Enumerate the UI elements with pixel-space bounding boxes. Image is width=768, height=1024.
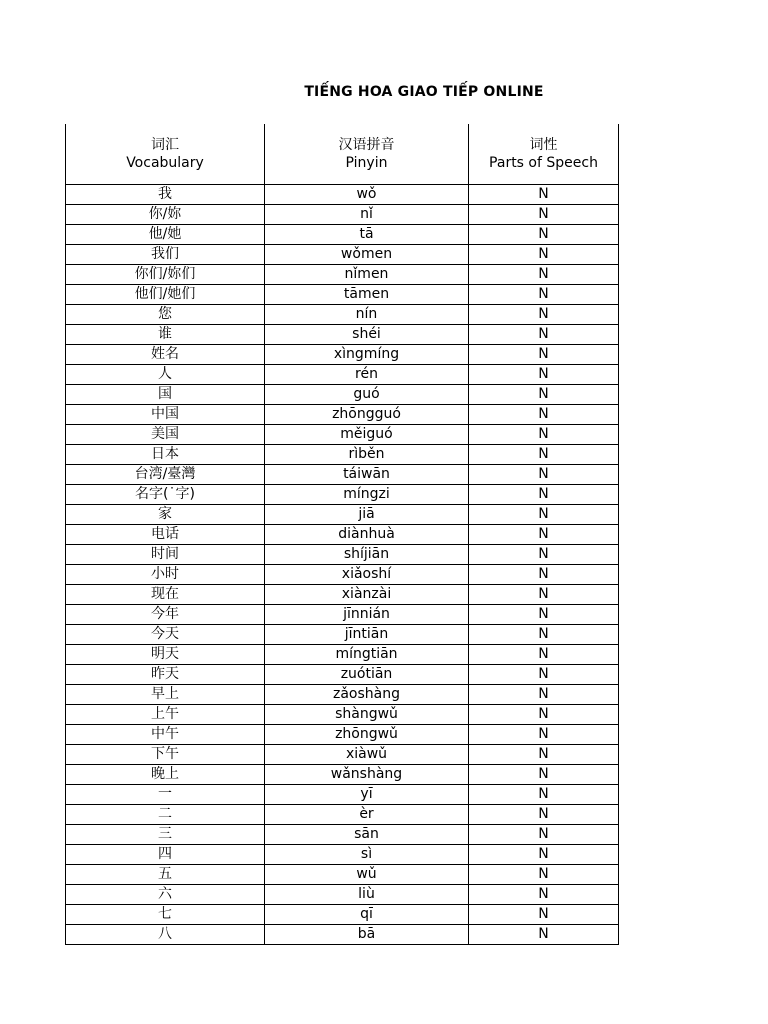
table-row [66,265,619,285]
pinyin-cell: jiā [265,505,469,525]
vocabulary-cell: 晚上 [66,765,265,785]
pinyin-cell: guó [265,385,469,405]
table-row [66,445,619,465]
vocabulary-cell: 明天 [66,645,265,665]
part-of-speech-cell: N [469,225,619,245]
vocabulary-cell: 你们/妳们 [66,265,265,285]
table-row [66,745,619,765]
pinyin-cell: měiguó [265,425,469,445]
vocabulary-cell: 台湾/臺灣 [66,465,265,485]
vocabulary-cell: 小时 [66,565,265,585]
table-row [66,345,619,365]
vocabulary-cell: 六 [66,885,265,905]
pinyin-cell: tā [265,225,469,245]
part-of-speech-cell: N [469,365,619,385]
pinyin-cell: shéi [265,325,469,345]
part-of-speech-cell: N [469,345,619,365]
table-row [66,685,619,705]
pinyin-cell: zuótiān [265,665,469,685]
table-row [66,325,619,345]
table-row [66,885,619,905]
table-row [66,545,619,565]
part-of-speech-cell: N [469,485,619,505]
vocabulary-cell: 今天 [66,625,265,645]
header-vocabulary [66,124,265,185]
part-of-speech-cell: N [469,265,619,285]
vocabulary-cell: 你/妳 [66,205,265,225]
pinyin-cell: sì [265,845,469,865]
vocabulary-cell: 七 [66,905,265,925]
part-of-speech-cell: N [469,445,619,465]
vocabulary-cell: 我 [66,185,265,205]
part-of-speech-cell: N [469,245,619,265]
vocabulary-cell: 三 [66,825,265,845]
vocabulary-cell: 四 [66,845,265,865]
part-of-speech-cell: N [469,805,619,825]
vocabulary-cell: 他/她 [66,225,265,245]
table-header [66,124,619,185]
table-row [66,705,619,725]
vocabulary-cell: 姓名 [66,345,265,365]
pinyin-cell: wǎnshàng [265,765,469,785]
table-row [66,845,619,865]
table-row [66,425,619,445]
pinyin-cell: wǒ [265,185,469,205]
part-of-speech-cell: N [469,905,619,925]
pinyin-cell: liù [265,885,469,905]
part-of-speech-cell: N [469,505,619,525]
pinyin-cell: èr [265,805,469,825]
pinyin-cell: zhōngguó [265,405,469,425]
pinyin-cell: rén [265,365,469,385]
header-pos-english: Parts of Speech [489,155,598,171]
table-row [66,305,619,325]
table-row [66,605,619,625]
pinyin-cell: tāmen [265,285,469,305]
table-row [66,785,619,805]
vocabulary-table [65,124,619,945]
part-of-speech-cell: N [469,825,619,845]
table-row [66,385,619,405]
vocabulary-cell: 上午 [66,705,265,725]
header-pinyin-chinese: 汉语拼音 [338,137,395,153]
vocabulary-cell: 人 [66,365,265,385]
part-of-speech-cell: N [469,425,619,445]
pinyin-cell: rìběn [265,445,469,465]
part-of-speech-cell: N [469,845,619,865]
pinyin-cell: qī [265,905,469,925]
vocabulary-cell: 电话 [66,525,265,545]
part-of-speech-cell: N [469,665,619,685]
table-row [66,585,619,605]
table-row [66,285,619,305]
vocabulary-cell: 现在 [66,585,265,605]
pinyin-cell: shàngwǔ [265,705,469,725]
pinyin-cell: xiǎoshí [265,565,469,585]
part-of-speech-cell: N [469,565,619,585]
part-of-speech-cell: N [469,705,619,725]
table-row [66,485,619,505]
header-pinyin [265,124,469,185]
part-of-speech-cell: N [469,625,619,645]
part-of-speech-cell: N [469,205,619,225]
part-of-speech-cell: N [469,185,619,205]
table-row [66,725,619,745]
header-pinyin-english: Pinyin [345,155,388,171]
vocabulary-cell: 昨天 [66,665,265,685]
header-vocabulary-chinese: 词汇 [151,137,179,153]
vocabulary-cell: 日本 [66,445,265,465]
pinyin-cell: bā [265,925,469,945]
pinyin-cell: míngzi [265,485,469,505]
part-of-speech-cell: N [469,765,619,785]
pinyin-cell: xiàwǔ [265,745,469,765]
part-of-speech-cell: N [469,585,619,605]
vocabulary-cell: 五 [66,865,265,885]
vocabulary-cell: 谁 [66,325,265,345]
vocabulary-cell: 二 [66,805,265,825]
pinyin-cell: wǒmen [265,245,469,265]
table-row [66,925,619,945]
pinyin-cell: zhōngwǔ [265,725,469,745]
table-row [66,665,619,685]
pinyin-cell: wǔ [265,865,469,885]
vocabulary-cell: 名字(˙字) [66,485,265,505]
vocabulary-cell: 国 [66,385,265,405]
vocabulary-cell: 今年 [66,605,265,625]
table-row [66,805,619,825]
vocabulary-cell: 美国 [66,425,265,445]
vocabulary-cell: 早上 [66,685,265,705]
table-row [66,505,619,525]
pinyin-cell: nǐmen [265,265,469,285]
pinyin-cell: yī [265,785,469,805]
vocabulary-cell: 下午 [66,745,265,765]
part-of-speech-cell: N [469,865,619,885]
pinyin-cell: míngtiān [265,645,469,665]
vocabulary-cell: 时间 [66,545,265,565]
part-of-speech-cell: N [469,525,619,545]
part-of-speech-cell: N [469,645,619,665]
vocabulary-cell: 我们 [66,245,265,265]
table-row [66,245,619,265]
header-parts-of-speech [469,124,619,185]
pinyin-cell: nín [265,305,469,325]
table-row [66,645,619,665]
pinyin-cell: xìngmíng [265,345,469,365]
page-title: TIẾNG HOA GIAO TIẾP ONLINE [304,84,544,100]
pinyin-cell: sān [265,825,469,845]
header-vocabulary-english: Vocabulary [126,155,204,171]
table-row [66,865,619,885]
pinyin-cell: xiànzài [265,585,469,605]
pinyin-cell: jīntiān [265,625,469,645]
table-row [66,625,619,645]
pinyin-cell: jīnnián [265,605,469,625]
table-row [66,565,619,585]
vocabulary-cell: 中午 [66,725,265,745]
vocabulary-cell: 八 [66,925,265,945]
table-row [66,225,619,245]
table-row [66,205,619,225]
part-of-speech-cell: N [469,785,619,805]
vocabulary-cell: 中国 [66,405,265,425]
vocabulary-cell: 一 [66,785,265,805]
part-of-speech-cell: N [469,725,619,745]
table-row [66,525,619,545]
vocabulary-cell: 家 [66,505,265,525]
header-row [66,124,619,185]
table-row [66,185,619,205]
table-row [66,365,619,385]
part-of-speech-cell: N [469,405,619,425]
part-of-speech-cell: N [469,745,619,765]
table-body [66,185,619,945]
table-row [66,765,619,785]
table-row [66,405,619,425]
vocabulary-cell: 您 [66,305,265,325]
pinyin-cell: diànhuà [265,525,469,545]
part-of-speech-cell: N [469,545,619,565]
part-of-speech-cell: N [469,285,619,305]
part-of-speech-cell: N [469,465,619,485]
part-of-speech-cell: N [469,305,619,325]
part-of-speech-cell: N [469,925,619,945]
part-of-speech-cell: N [469,685,619,705]
part-of-speech-cell: N [469,385,619,405]
part-of-speech-cell: N [469,885,619,905]
table-row [66,825,619,845]
part-of-speech-cell: N [469,325,619,345]
table-row [66,905,619,925]
header-pos-chinese: 词性 [529,137,558,153]
vocabulary-cell: 他们/她们 [66,285,265,305]
pinyin-cell: shíjiān [265,545,469,565]
pinyin-cell: táiwān [265,465,469,485]
table-row [66,465,619,485]
part-of-speech-cell: N [469,605,619,625]
pinyin-cell: zǎoshàng [265,685,469,705]
pinyin-cell: nǐ [265,205,469,225]
